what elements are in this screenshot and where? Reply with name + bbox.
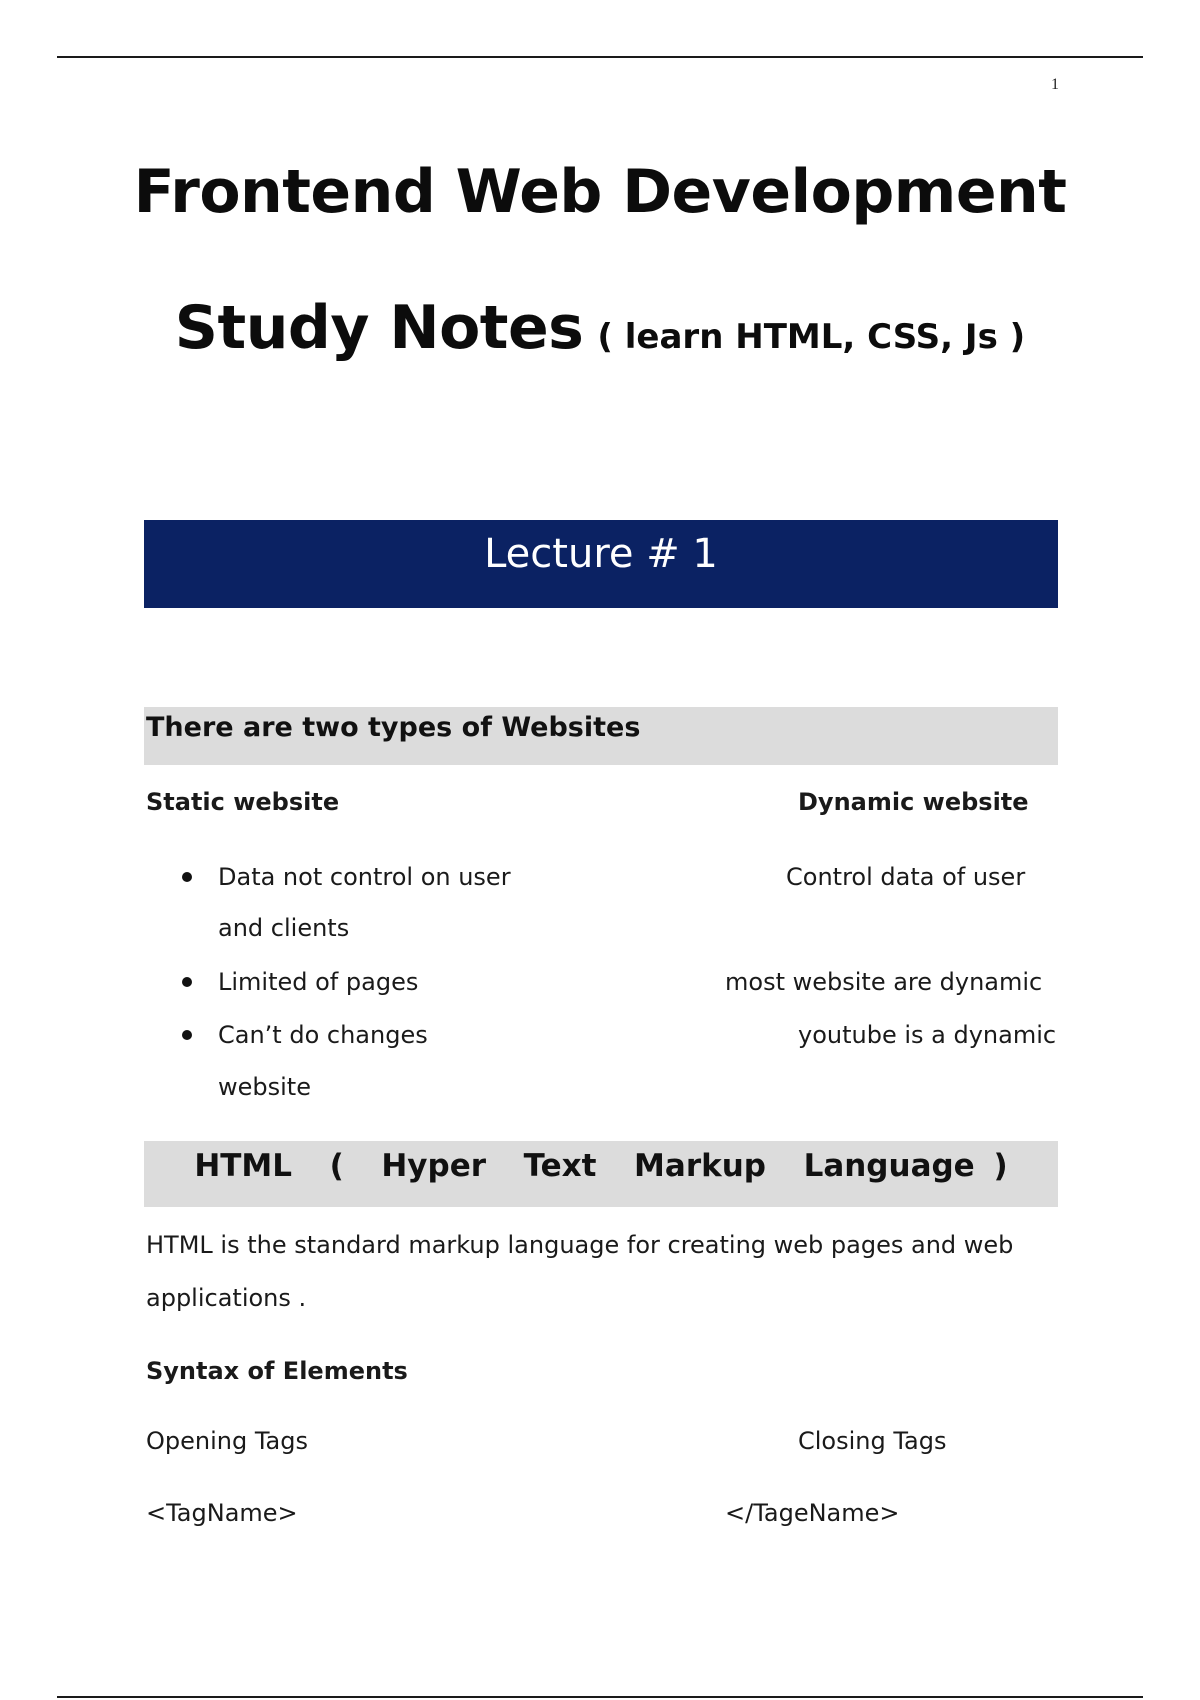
static-point-2: Limited of pages — [218, 968, 419, 996]
lecture-label: Lecture # 1 — [484, 531, 718, 577]
bullet-icon — [182, 872, 192, 882]
dynamic-point-3: youtube is a dynamic — [798, 1021, 1057, 1049]
dynamic-point-2: most website are dynamic — [725, 968, 1043, 996]
subtitle-main: Study Notes — [174, 293, 584, 363]
syntax-heading: Syntax of Elements — [146, 1357, 408, 1385]
bullet-icon — [182, 1030, 192, 1040]
document-subtitle — [0, 288, 1200, 383]
dynamic-website-title: Dynamic website — [798, 788, 1029, 816]
static-website-title: Static website — [146, 788, 340, 816]
bottom-rule — [57, 1696, 1143, 1698]
closing-tag-example: </TageName> — [725, 1499, 900, 1527]
html-description-line2: applications . — [146, 1284, 307, 1312]
dynamic-point-1: Control data of user — [786, 863, 1026, 891]
opening-tag-example: <TagName> — [146, 1499, 298, 1527]
closing-tags-label: Closing Tags — [798, 1427, 947, 1455]
page-number: 1 — [1051, 76, 1059, 93]
static-point-1-cont: and clients — [218, 914, 350, 942]
static-point-3-cont: website — [218, 1073, 311, 1101]
lecture-banner — [144, 520, 1058, 608]
html-description-line1: HTML is the standard markup language for creating web pages and web — [146, 1231, 1014, 1259]
subtitle-topics: ( learn HTML, CSS, Js ) — [597, 317, 1026, 357]
bullet-icon — [182, 977, 192, 987]
static-point-1: Data not control on user — [218, 863, 511, 891]
website-types-heading: There are two types of Websites — [146, 712, 641, 743]
static-point-3: Can’t do changes — [218, 1021, 428, 1049]
top-rule — [57, 56, 1143, 58]
opening-tags-label: Opening Tags — [146, 1427, 308, 1455]
document-title: Frontend Web Development — [133, 157, 1067, 227]
html-section-heading: HTML ( Hyper Text Markup Language ) — [194, 1148, 1008, 1184]
